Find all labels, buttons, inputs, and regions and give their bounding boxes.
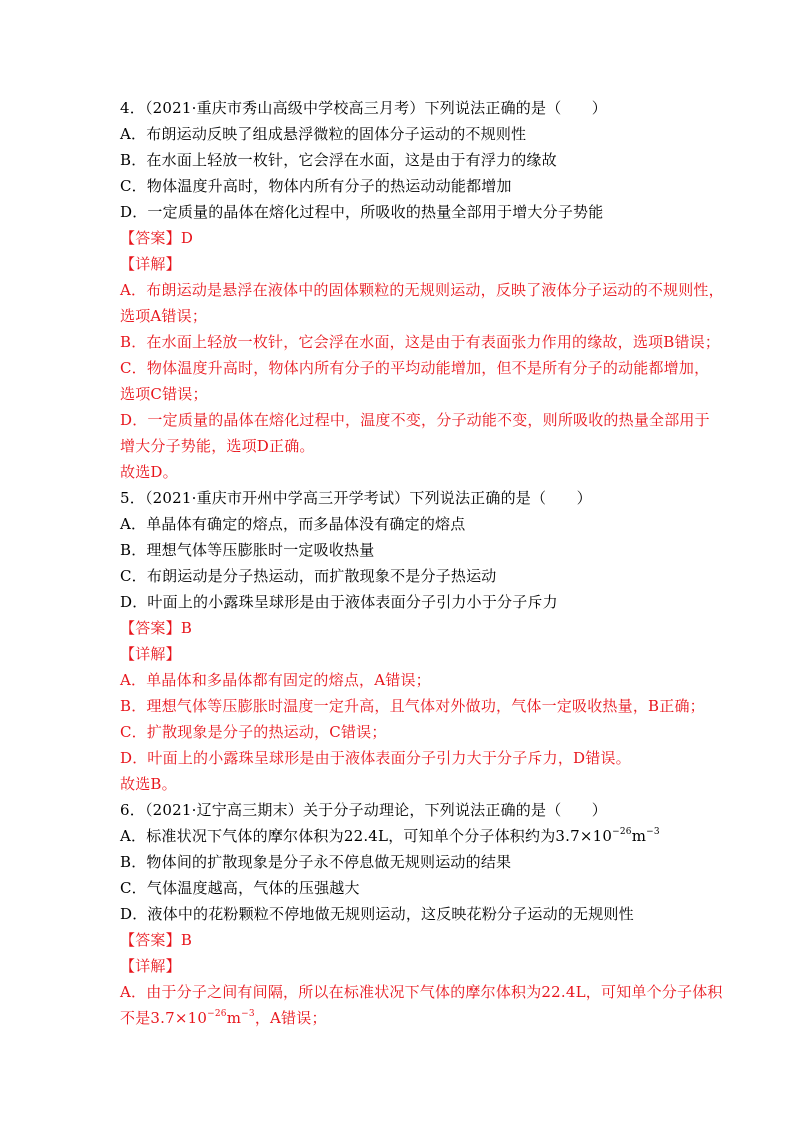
- q6-detail-label: 【详解】: [120, 957, 181, 975]
- q6-answer: [120, 930, 192, 950]
- answer-value: D: [180, 229, 194, 247]
- q5-stem: 5．（2021·重庆市开州中学高三开学考试）下列说法正确的是（ ）: [120, 489, 592, 507]
- q4-explanation-line: 选项C错误；: [120, 385, 208, 403]
- q6-option-d: D．液体中的花粉颗粒不停地做无规则运动，这反映花粉分子运动的无规则性: [120, 905, 634, 923]
- q6-option-a: [120, 826, 660, 846]
- q6-option-b: B．物体间的扩散现象是分子永不停息做无规则运动的结果: [120, 853, 512, 871]
- q4-option-c: C．物体温度升高时，物体内所有分子的热运动动能都增加: [120, 177, 512, 195]
- q5-explanation-line: C．扩散现象是分子的热运动，C错误；: [120, 723, 387, 741]
- formula-unit-exponent: −3: [241, 1009, 255, 1019]
- answer-label: 【答案】: [120, 931, 181, 949]
- q4-conclusion: 故选D。: [120, 463, 178, 481]
- q5-option-c: C．布朗运动是分子热运动，而扩散现象不是分子热运动: [120, 567, 497, 585]
- q5-explanation-line: A．单晶体和多晶体都有固定的熔点，A错误；: [120, 671, 431, 689]
- q5-explanation-line: D．叶面上的小露珠呈球形是由于液体表面分子引力大于分子斥力，D错误。: [120, 749, 631, 767]
- q4-option-a: A．布朗运动反映了组成悬浮微粒的固体分子运动的不规则性: [120, 125, 527, 143]
- q4-option-b: B．在水面上轻放一枚针，它会浮在水面，这是由于有浮力的缘故: [120, 151, 557, 169]
- q5-option-d: D．叶面上的小露珠呈球形是由于液体表面分子引力小于分子斥力: [120, 593, 558, 611]
- q5-option-a: A．单晶体有确定的熔点，而多晶体没有确定的熔点: [120, 515, 466, 533]
- answer-value: B: [180, 619, 193, 637]
- q5-conclusion: 故选B。: [120, 775, 177, 793]
- q6-explanation-line: A．由于分子之间有间隔，所以在标准状况下气体的摩尔体积为22.4L，可知单个分子体积: [120, 983, 723, 1001]
- formula-exponent: −26: [207, 1009, 227, 1019]
- answer-label: 【答案】: [120, 619, 181, 637]
- q4-explanation-line: 增大分子势能，选项D正确。: [120, 437, 315, 455]
- q4-explanation-line: A．布朗运动是悬浮在液体中的固体颗粒的无规则运动，反映了液体分子运动的不规则性，: [120, 281, 724, 299]
- q4-answer: [120, 228, 193, 248]
- formula-exponent: −26: [612, 827, 632, 837]
- q5-option-b: B．理想气体等压膨胀时一定吸收热量: [120, 541, 375, 559]
- q4-explanation-line: B．在水面上轻放一枚针，它会浮在水面，这是由于有表面张力作用的缘故，选项B错误；: [120, 333, 721, 351]
- q4-detail-label: 【详解】: [120, 255, 181, 273]
- explanation-prefix: 不是: [120, 1009, 151, 1027]
- formula-unit: m: [226, 1009, 242, 1027]
- q6-explanation-line: [120, 1008, 327, 1028]
- q6-stem: 6．（2021·辽宁高三期末）关于分子动理论，下列说法正确的是（ ）: [120, 801, 607, 819]
- q4-stem: 4．（2021·重庆市秀山高级中学校高三月考）下列说法正确的是（ ）: [120, 99, 607, 117]
- q4-explanation-line: 选项A错误；: [120, 307, 208, 325]
- q4-option-d: D．一定质量的晶体在熔化过程中，所吸收的热量全部用于增大分子势能: [120, 203, 604, 221]
- formula-base: 3.7×10: [150, 1009, 208, 1027]
- option-text: A．标准状况下气体的摩尔体积为22.4L，可知单个分子体积约为: [120, 827, 556, 845]
- q4-explanation-line: D．一定质量的晶体在熔化过程中，温度不变，分子动能不变，则所吸收的热量全部用于: [120, 411, 710, 429]
- explanation-suffix: ，A错误；: [254, 1009, 327, 1027]
- q5-detail-label: 【详解】: [120, 645, 181, 663]
- q5-answer: [120, 618, 192, 638]
- volume-formula: [555, 827, 659, 845]
- answer-label: 【答案】: [120, 229, 181, 247]
- q6-option-c: C．气体温度越高，气体的压强越大: [120, 879, 360, 897]
- answer-value: B: [180, 931, 193, 949]
- formula-unit: m: [631, 827, 647, 845]
- volume-formula: [150, 1009, 254, 1027]
- q5-explanation-line: B．理想气体等压膨胀时温度一定升高，且气体对外做功，气体一定吸收热量，B正确；: [120, 697, 705, 715]
- q4-explanation-line: C．物体温度升高时，物体内所有分子的平均动能增加，但不是所有分子的动能都增加，: [120, 359, 710, 377]
- formula-base: 3.7×10: [555, 827, 613, 845]
- formula-unit-exponent: −3: [646, 827, 660, 837]
